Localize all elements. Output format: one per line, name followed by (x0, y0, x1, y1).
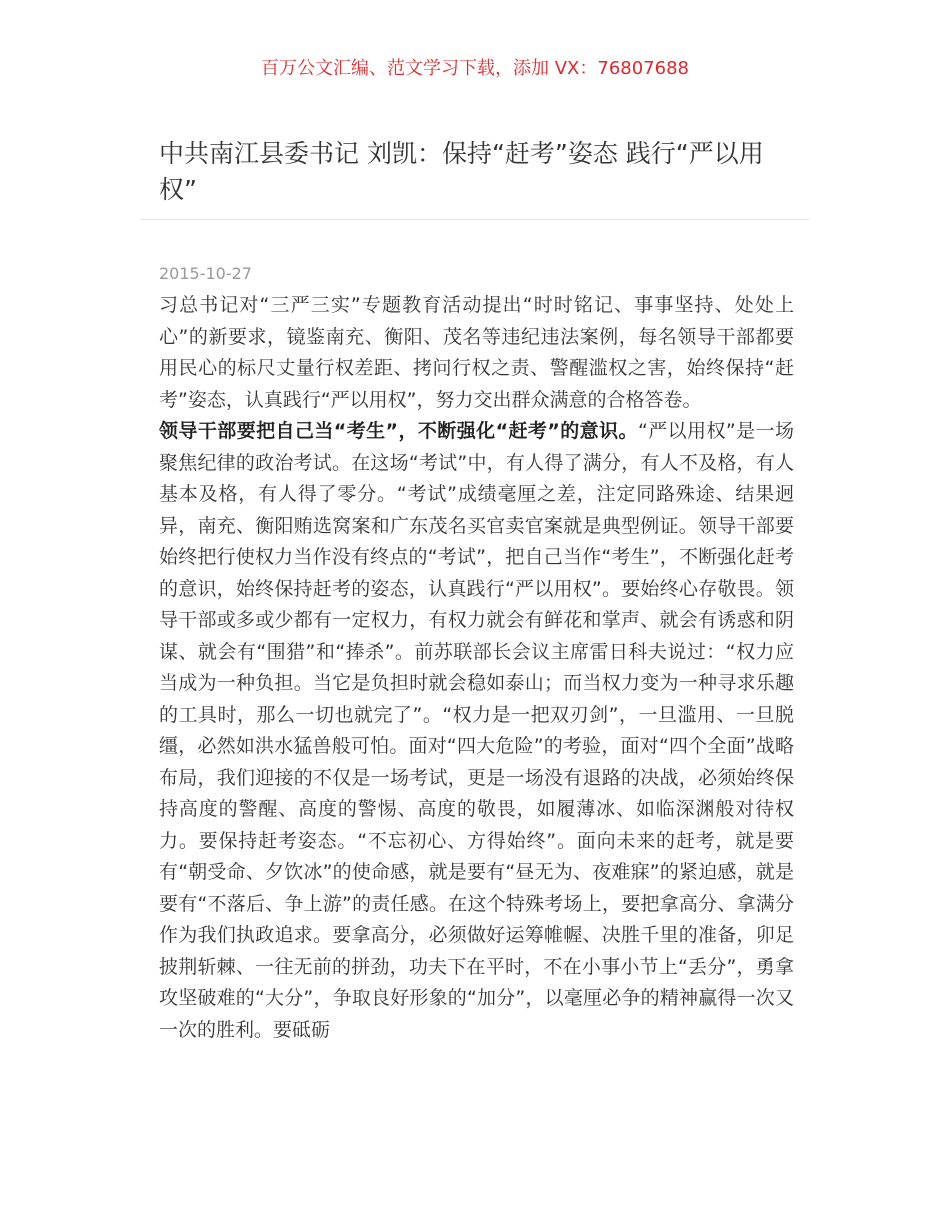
publish-date: 2015-10-27 (159, 264, 252, 283)
section-body: “严以用权”是一场聚焦纪律的政治考试。在这场“考试”中，有人得了满分，有人不及格，有人基本及格，有人得了零分。“考试”成绩毫厘之差，注定同路殊途、结果迥异，南充、衡阳贿选窝案和广东茂名买官卖官案就是典型例证。领导干部要始终把行使权力当作没有终点的“考试”，把自己当作“考生”，不断强化赶考的意识，始终保持赶考的姿态，认真践行“严以用权”。要始终心存敬畏。领导干部或多或少都有一定权力，有权力就会有鲜花和掌声、就会有诱惑和阴谋、就会有“围猎”和“捧杀”。前苏联部长会议主席雷日科夫说过：“权力应当成为一种负担。当它是负担时就会稳如泰山；而当权力变为一种寻求乐趣的工具时，那么一切也就完了”。“权力是一把双刃剑”，一旦滥用、一旦脱缰，必然如洪水猛兽般可怕。面对“四大危险”的考验，面对“四个全面”战略布局，我们迎接的不仅是一场考试，更是一场没有退路的决战，必须始终保持高度的警醒、高度的警惕、高度的敬畏，如履薄冰、如临深渊般对待权力。要保持赶考姿态。“不忘初心、方得始终”。面向未来的赶考，就是要有“朝受命、夕饮冰”的使命感，就是要有“昼无为、夜难寐”的紧迫感，就是要有“不落后、争上游”的责任感。在这个特殊考场上，要把拿高分、拿满分作为我们执政追求。要拿高分，必须做好运筹帷幄、决胜千里的准备，卯足披荆斩棘、一往无前的拼劲，功夫下在平时，不在小事小节上“丢分”，勇拿攻坚破难的“大分”，争取良好形象的“加分”，以毫厘必争的精神赢得一次又一次的胜利。要砥砺 (159, 420, 794, 1041)
title-divider (140, 219, 810, 220)
article-body (159, 290, 794, 1116)
paragraph-section-1 (159, 416, 794, 1046)
article-title: 中共南江县委书记 刘凯：保持“赶考”姿态 践行“严以用权” (159, 139, 764, 204)
paragraph-intro: 习总书记对“三严三实”专题教育活动提出“时时铭记、事事坚持、处处上心”的新要求，镜鉴南充、衡阳、茂名等违纪违法案例，每名领导干部都要用民心的标尺丈量行权差距、拷问行权之责、警醒滥权之害，始终保持“赶考”姿态，认真践行“严以用权”，努力交出群众满意的合格答卷。 (159, 294, 794, 411)
section-heading: 领导干部要把自己当“考生”，不断强化“赶考”的意识。 (159, 420, 638, 442)
promo-banner: 百万公文汇编、范文学习下载，添加 VX：76807688 (261, 58, 689, 79)
